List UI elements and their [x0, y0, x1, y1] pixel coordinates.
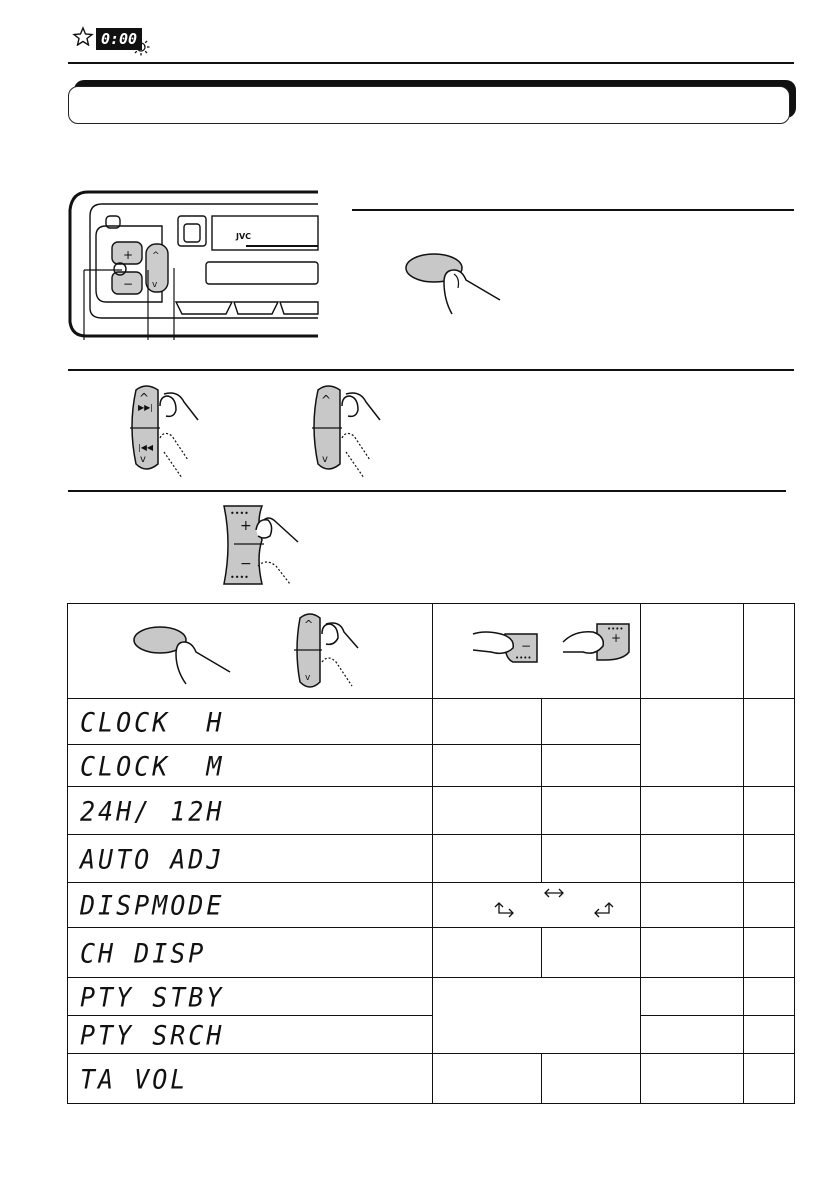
svg-text:^: ^	[304, 618, 314, 631]
cell-empty	[542, 928, 641, 978]
svg-text:JVC: JVC	[236, 232, 252, 241]
star-icon	[72, 26, 94, 46]
cell-empty	[433, 928, 542, 978]
cell-empty	[542, 699, 641, 745]
arrow-icon	[433, 883, 639, 923]
svg-text:−: −	[123, 277, 134, 291]
table-row	[68, 1054, 795, 1104]
cell-empty	[433, 835, 542, 883]
lcd-clock-h: CLOCK H	[68, 697, 433, 745]
svg-text:••••: ••••	[230, 509, 249, 518]
cell-empty	[744, 835, 795, 883]
cell-empty	[433, 1054, 542, 1104]
svg-text:••••: ••••	[230, 573, 249, 582]
svg-text:−: −	[521, 639, 532, 653]
track-rocker-illustration	[124, 380, 204, 484]
volume-buttons-illustration	[433, 604, 639, 694]
svg-text:+: +	[240, 518, 252, 534]
control-panel-illustration	[66, 190, 322, 344]
cell-empty	[744, 928, 795, 978]
table-row	[68, 699, 795, 745]
section-title-box	[68, 86, 790, 124]
svg-text:v: v	[305, 673, 311, 683]
header-rule	[68, 62, 794, 64]
cell-empty	[641, 699, 744, 787]
svg-text:+: +	[611, 631, 622, 645]
svg-text:^: ^	[152, 251, 160, 261]
dispmode-cycle-cell	[433, 883, 641, 928]
header-cell-empty-1	[641, 604, 744, 699]
svg-text:^: ^	[139, 391, 150, 405]
cell-empty	[542, 745, 641, 787]
table-header-row	[68, 604, 795, 699]
table-row	[68, 1016, 795, 1054]
header-illustration	[68, 604, 428, 694]
updown-rocker-illustration	[306, 380, 386, 484]
lcd-clock-m: CLOCK M	[68, 743, 433, 787]
lcd-pty-stby: PTY STBY	[68, 977, 433, 1017]
table-row	[68, 978, 795, 1016]
cell-empty	[641, 978, 744, 1016]
table-row	[68, 928, 795, 978]
cell-empty	[744, 699, 795, 787]
svg-text:|◀◀: |◀◀	[138, 443, 153, 452]
svg-text:v: v	[140, 454, 146, 465]
lcd-24h-12h: 24H/ 12H	[68, 785, 433, 835]
cell-empty	[542, 1054, 641, 1104]
svg-text:+: +	[123, 248, 134, 262]
cell-empty	[744, 1016, 795, 1054]
cell-empty	[433, 699, 542, 745]
press-button-illustration	[400, 244, 504, 320]
clock-badge: 0:00	[96, 28, 142, 50]
header-cell-empty-2	[744, 604, 795, 699]
cell-empty	[433, 978, 641, 1054]
cell-empty	[433, 745, 542, 787]
table-row	[68, 787, 795, 835]
header-cell-illustrations	[68, 604, 433, 699]
cell-empty	[641, 1016, 744, 1054]
svg-text:v: v	[152, 280, 158, 290]
lcd-ch-disp: CH DISP	[68, 926, 433, 979]
section-rule-2	[68, 369, 794, 371]
lcd-dispmode: DISPMODE	[68, 881, 433, 928]
lcd-pty-srch: PTY SRCH	[68, 1015, 433, 1055]
cell-empty	[641, 928, 744, 978]
svg-text:^: ^	[321, 393, 332, 407]
cell-empty	[542, 835, 641, 883]
cell-empty	[744, 787, 795, 835]
section-rule-3	[68, 490, 786, 492]
table-row	[68, 835, 795, 883]
cell-empty	[641, 787, 744, 835]
table-row	[68, 883, 795, 928]
section-rule-1	[352, 209, 794, 211]
header-cell-volume-buttons	[433, 604, 641, 699]
svg-text:▶▶|: ▶▶|	[138, 403, 153, 412]
cell-empty	[744, 883, 795, 928]
cell-empty	[641, 835, 744, 883]
svg-text:••••: ••••	[607, 625, 624, 633]
cell-empty	[433, 787, 542, 835]
cell-empty	[542, 787, 641, 835]
cell-empty	[641, 1054, 744, 1104]
volume-rocker-illustration	[218, 500, 302, 590]
settings-table	[67, 603, 795, 1104]
cell-empty	[641, 883, 744, 928]
svg-text:••••: ••••	[515, 654, 532, 662]
lcd-ta-vol: TA VOL	[68, 1052, 433, 1105]
svg-text:−: −	[240, 556, 252, 572]
cell-empty	[744, 978, 795, 1016]
cell-empty	[744, 1054, 795, 1104]
svg-text:v: v	[322, 454, 328, 465]
lcd-auto-adj: AUTO ADJ	[68, 833, 433, 883]
